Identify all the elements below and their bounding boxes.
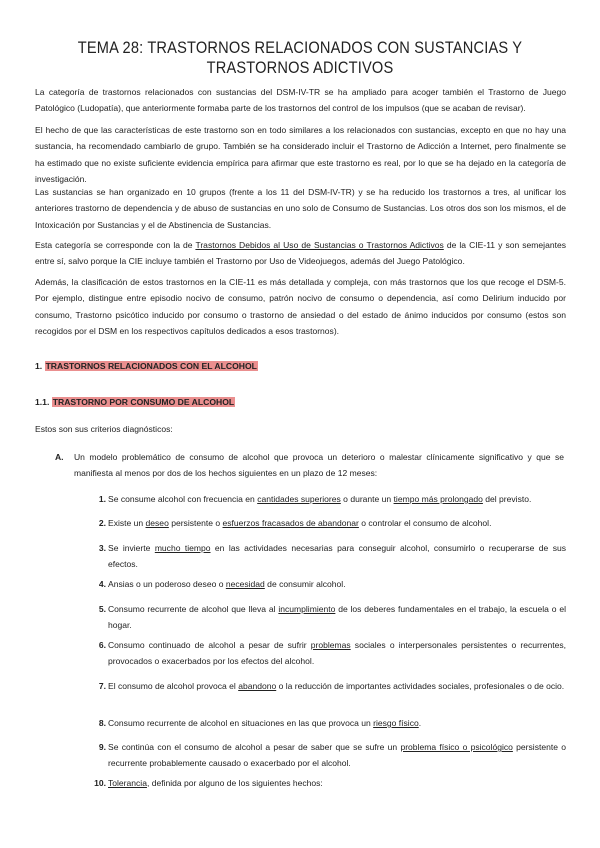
paragraph-intro: La categoría de trastornos relacionados con sustancias del DSM-IV-TR se ha ampliado para acoger también el Trastorno de Juego Patológico (Ludopatía), que anteriormente formaba parte de los trastornos del control de los impulsos (que se acaban de revisar).: [35, 87, 566, 114]
paragraph-text: de la CIE-11 y son semejantes entre sí, salvo porque la CIE incluye también el Trastorno por Uso de Videojuegos, además del Juego Patológico.: [35, 240, 566, 267]
criterion-letter: A.: [55, 452, 64, 462]
item-underlined-term: problemas: [310, 640, 351, 650]
item-text-segment: en las actividades necesarias para conseguir alcohol, consumirlo o recuperarse de sus efectos.: [108, 543, 566, 570]
item-text: [108, 739, 566, 772]
section-label: TRASTORNOS RELACIONADOS CON EL ALCOHOL: [45, 361, 257, 371]
item-text-segment: Existe un: [108, 518, 146, 528]
item-text: [108, 715, 566, 731]
item-text-segment: del previsto.: [482, 494, 532, 504]
item-text-segment: , definida por alguno de los siguientes hechos:: [146, 778, 323, 788]
item-number: 1.: [98, 494, 106, 504]
item-text-segment: o controlar el consumo de alcohol.: [358, 518, 492, 528]
section-number: 1.1.: [35, 397, 50, 407]
page-title: TEMA 28: TRASTORNOS RELACIONADOS CON SUSTANCIAS Y TRASTORNOS ADICTIVOS: [77, 38, 523, 77]
cie-category-link[interactable]: Trastornos Debidos al Uso de Sustancias o Trastornos Adictivos: [195, 240, 444, 250]
item-underlined-term: riesgo físico: [373, 718, 419, 728]
paragraph-text: Esta categoría se corresponde con la de: [35, 240, 196, 250]
item-underlined-term: tiempo más prolongado: [393, 494, 483, 504]
item-text-segment: Consumo recurrente de alcohol en situaciones en las que provoca un: [108, 718, 374, 728]
section-number: 1.: [35, 361, 43, 371]
item-text-segment: de los deberes fundamentales en el trabajo, la escuela o el hogar.: [108, 604, 566, 631]
section-heading-1-1: [35, 397, 235, 407]
item-text: [108, 637, 566, 670]
item-text-segment: de consumir alcohol.: [264, 579, 346, 589]
paragraph-group-change: El hecho de que las características de este trastorno son en todo similares a los relacionados con sustancias, excepto en que no hay una sustancia, ha recomendado cambiarlo de grupo. También se ha considerado incluir el Trastorno de Adicción a Internet, pero finalmente se ha estimado que no existe suficiente evidencia empírica para afirmar que este trastorno es real, por lo que se ha dejado en la categoría de investigación.: [35, 125, 566, 185]
item-underlined-term: abandono: [238, 681, 277, 691]
item-number: 7.: [98, 681, 106, 691]
item-text: [108, 576, 566, 592]
item-text-segment: o la reducción de importantes actividades sociales, profesionales o de ocio.: [276, 681, 565, 691]
item-text-segment: Consumo recurrente de alcohol que lleva al: [108, 604, 279, 614]
item-text-segment: Ansias o un poderoso deseo o: [108, 579, 226, 589]
item-underlined-term: mucho tiempo: [154, 543, 211, 553]
item-text-segment: persistente o: [168, 518, 223, 528]
item-text-segment: o durante un: [340, 494, 394, 504]
item-underlined-term: Tolerancia: [108, 778, 147, 788]
section-heading-1: [35, 361, 258, 371]
item-underlined-term: deseo: [145, 518, 169, 528]
paragraph-cie-correspondence: [35, 237, 566, 270]
paragraph-cie-detail: Además, la clasificación de estos trastornos en la CIE-11 es más detallada y compleja, con más trastornos que los que recoge el DSM-5. Por ejemplo, distingue entre episodio nocivo de consumo, patrón nocivo de consumo o dependencia, así como Delirium inducido por consumo, Trastorno psicótico inducido por consumo o trastorno de ansiedad o del estado de ánimo inducidos por consumo (estos son recogidos por el DSM en los respectivos capítulos dedicados a esos trastornos).: [35, 277, 566, 337]
item-number: 8.: [98, 718, 106, 728]
item-underlined-term: problema físico o psicológico: [400, 742, 513, 752]
item-number: 2.: [98, 518, 106, 528]
item-number: 10.: [94, 778, 106, 788]
item-text-segment: Se consume alcohol con frecuencia en: [108, 494, 258, 504]
item-text-segment: persistente o recurrente probablemente causado o exacerbado por el alcohol.: [108, 742, 567, 769]
item-underlined-term: incumplimiento: [278, 604, 336, 614]
item-text: [108, 515, 566, 531]
item-text: [108, 678, 566, 694]
criterion-text: Un modelo problemático de consumo de alcohol que provoca un deterioro o malestar clínicamente significativo y que se manifiesta al menos por dos de los hechos siguientes en un plazo de 12 meses:: [74, 452, 564, 479]
item-text-segment: sociales o interpersonales persistentes o recurrentes, provocados o exacerbados por los efectos del alcohol.: [108, 640, 566, 667]
item-number: 6.: [98, 640, 106, 650]
item-text: [108, 491, 566, 507]
item-number: 9.: [98, 742, 106, 752]
item-text-segment: Consumo continuado de alcohol a pesar de sufrir: [108, 640, 311, 650]
item-text: [108, 775, 566, 791]
item-number: 3.: [98, 543, 106, 553]
item-text-segment: Se invierte: [108, 543, 155, 553]
criterion-a: [55, 449, 565, 483]
item-text-segment: .: [418, 718, 422, 728]
criteria-intro: Estos son sus criterios diagnósticos:: [35, 424, 173, 434]
item-underlined-term: cantidades superiores: [257, 494, 341, 504]
section-label: TRASTORNO POR CONSUMO DE ALCOHOL: [52, 397, 235, 407]
item-underlined-term: esfuerzos fracasados de abandonar: [222, 518, 359, 528]
item-number: 5.: [98, 604, 106, 614]
item-text-segment: Se continúa con el consumo de alcohol a pesar de saber que se sufre un: [108, 742, 401, 752]
paragraph-substance-groups: Las sustancias se han organizado en 10 grupos (frente a los 11 del DSM-IV-TR) y se ha reducido los trastornos a tres, al unificar los anteriores trastorno de dependencia y de abuso de sustancias en uno solo de Consumo de Sustancias. Los otros dos son los mismos, el de Intoxicación por Sustancias y el de Abstinencia de Sustancias.: [35, 187, 566, 230]
item-text-segment: El consumo de alcohol provoca el: [108, 681, 239, 691]
item-number: 4.: [98, 579, 106, 589]
item-text: [108, 540, 566, 573]
item-underlined-term: necesidad: [225, 579, 265, 589]
item-text: [108, 601, 566, 634]
